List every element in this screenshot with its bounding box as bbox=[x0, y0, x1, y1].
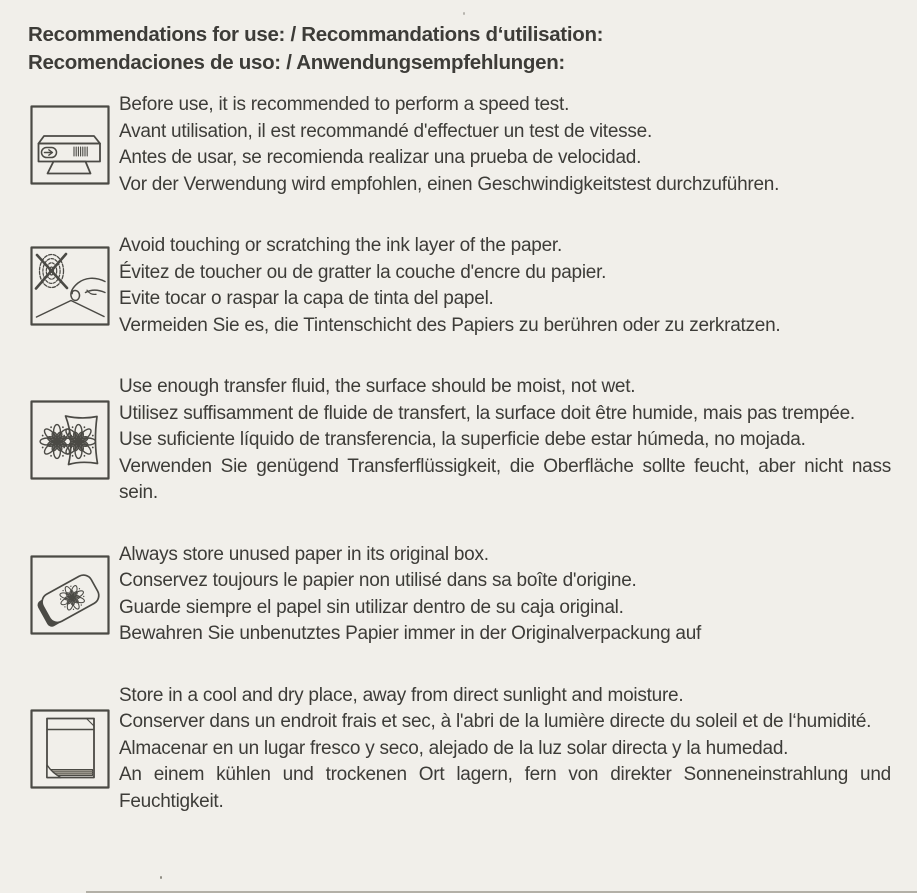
text-de: An einem kühlen und trockenen Ort lagern, fern von direkter Sonneneinstrahlung und Feuchtigkeit. bbox=[119, 764, 891, 812]
text-es: Use suficiente líquido de transferencia, la superficie debe estar húmeda, no mojada. bbox=[119, 429, 806, 450]
scan-speck bbox=[160, 876, 162, 879]
recommendation-text bbox=[119, 374, 891, 507]
text-fr: Conserver dans un endroit frais et sec, à l'abri de la lumière directe du soleil et de l‘humidité. bbox=[119, 711, 872, 732]
title-line-1: Recommendations for use: / Recommandations d‘utilisation: bbox=[28, 23, 604, 46]
cool-dry-storage-icon bbox=[30, 709, 110, 789]
text-en: Avoid touching or scratching the ink layer of the paper. bbox=[119, 235, 562, 256]
recommendation-text bbox=[119, 92, 891, 198]
text-de: Vor der Verwendung wird empfohlen, einen Geschwindigkeitstest durchzuführen. bbox=[119, 173, 780, 195]
text-es: Antes de usar, se recomienda realizar una prueba de velocidad. bbox=[119, 147, 642, 168]
printer-speed-test-icon bbox=[30, 105, 110, 185]
text-es: Guarde siempre el papel sin utilizar dentro de su caja original. bbox=[119, 596, 624, 618]
recommendation-text bbox=[119, 683, 891, 816]
text-en: Always store unused paper in its original box. bbox=[119, 543, 489, 565]
text-es: Evite tocar o raspar la capa de tinta del papel. bbox=[119, 288, 494, 309]
text-en: Store in a cool and dry place, away from direct sunlight and moisture. bbox=[119, 684, 684, 706]
text-fr: Évitez de toucher ou de gratter la couche d'encre du papier. bbox=[119, 261, 607, 283]
text-fr: Avant utilisation, il est recommandé d'effectuer un test de vitesse. bbox=[119, 120, 652, 142]
original-box-storage-icon bbox=[30, 555, 110, 635]
text-de: Vermeiden Sie es, die Tintenschicht des Papiers zu berühren oder zu zerkratzen. bbox=[119, 314, 781, 336]
recommendation-cool-dry-place bbox=[30, 683, 891, 816]
text-es: Almacenar en un lugar fresco y seco, alejado de la luz solar directa y la humedad. bbox=[119, 737, 789, 759]
sheet-title bbox=[0, 0, 917, 77]
text-en: Use enough transfer fluid, the surface should be moist, not wet. bbox=[119, 376, 636, 397]
scan-speck bbox=[463, 12, 465, 15]
no-touch-fingerprint-icon bbox=[30, 246, 110, 326]
text-fr: Utilisez suffisamment de fluide de transfert, la surface doit être humide, mais pas trempée. bbox=[119, 402, 855, 424]
recommendation-transfer-fluid bbox=[30, 374, 891, 507]
text-de: Verwenden Sie genügend Transferflüssigkeit, die Oberfläche sollte feucht, aber nicht nass sein. bbox=[119, 455, 891, 503]
title-line-2: Recomendaciones de uso: / Anwendungsempfehlungen: bbox=[28, 51, 565, 74]
transfer-fluid-sheet-icon bbox=[30, 400, 110, 480]
recommendation-text bbox=[119, 542, 891, 648]
text-en: Before use, it is recommended to perform a speed test. bbox=[119, 94, 570, 115]
recommendation-avoid-touching bbox=[30, 233, 891, 339]
text-fr: Conservez toujours le papier non utilisé dans sa boîte d'origine. bbox=[119, 570, 637, 591]
recommendation-speed-test bbox=[30, 92, 891, 198]
recommendation-original-box bbox=[30, 542, 891, 648]
recommendation-text bbox=[119, 233, 891, 339]
text-de: Bewahren Sie unbenutztes Papier immer in der Originalverpackung auf bbox=[119, 623, 702, 644]
